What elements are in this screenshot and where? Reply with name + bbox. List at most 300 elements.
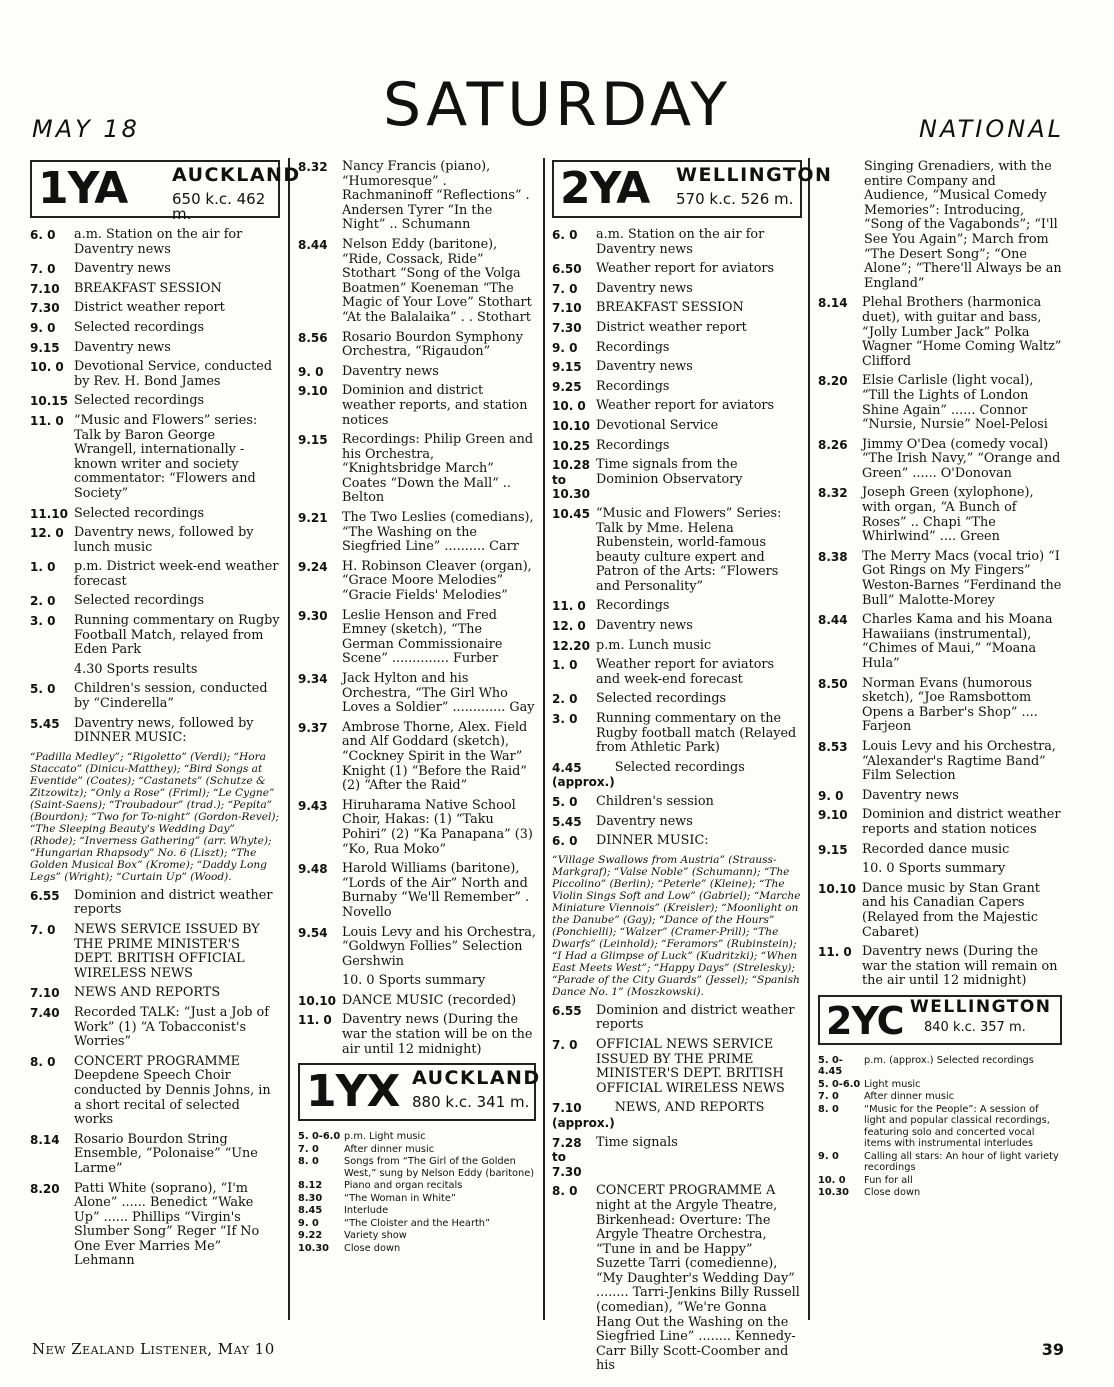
entry-text: Dance music by Stan Grant and his Canadian Capers (Relayed from the Majestic Cabaret) bbox=[862, 880, 1040, 940]
entry-text: Daventry news bbox=[342, 363, 439, 379]
schedule-entry bbox=[30, 717, 280, 746]
schedule-entry bbox=[30, 321, 280, 336]
entry-time: 8. 0 bbox=[30, 1054, 56, 1069]
schedule-entry bbox=[298, 1205, 536, 1217]
entry-text: NEWS SERVICE ISSUED BY THE PRIME MINISTER'S DEPT. BRITISH OFFICIAL WIRELESS NEWS bbox=[74, 922, 260, 981]
entry-text: Charles Kama and his Moana Hawaiians (instrumental), “Chimes of Maui,” “Moana Hula” bbox=[862, 612, 1053, 671]
entry-text: Fun for all bbox=[864, 1174, 913, 1186]
footer-publication: New Zealand Listener, May 10 bbox=[32, 1340, 275, 1358]
entry-time: 9. 0 bbox=[818, 1150, 839, 1162]
schedule-entry bbox=[298, 1144, 536, 1156]
entry-time: 9. 0 bbox=[298, 364, 324, 379]
schedule-entry bbox=[552, 399, 802, 414]
entry-text: Running commentary on the Rugby football match (Relayed from Athletic Park) bbox=[596, 711, 797, 756]
entry-time: 10. 0 bbox=[552, 399, 586, 414]
schedule-entry bbox=[818, 438, 1062, 482]
schedule-entry bbox=[552, 1101, 802, 1130]
header-date: MAY 18 bbox=[32, 115, 140, 143]
entry-time: 7.10 bbox=[30, 986, 60, 1001]
entry-text: Selected recordings bbox=[74, 319, 205, 335]
entry-text: p.m. District week-end weather forecast bbox=[74, 559, 279, 589]
schedule-entry bbox=[30, 663, 280, 678]
entry-time: 8.38 bbox=[818, 549, 848, 564]
schedule-entry bbox=[298, 721, 536, 794]
entry-text: District weather report bbox=[596, 319, 747, 335]
schedule-entry bbox=[552, 692, 802, 707]
entry-text: 10. 0 Sports summary bbox=[342, 973, 486, 989]
entry-text: After dinner music bbox=[864, 1091, 955, 1103]
entry-text: p.m. (approx.) Selected recordings bbox=[864, 1054, 1034, 1066]
entry-text: Selected recordings bbox=[614, 759, 745, 775]
entry-text: Time signals bbox=[596, 1134, 678, 1150]
entry-time: 9.21 bbox=[298, 511, 328, 526]
page-number: 39 bbox=[1041, 1340, 1064, 1359]
entry-time: 6. 0 bbox=[552, 228, 578, 242]
entry-time: 8.12 bbox=[298, 1180, 323, 1192]
entry-text: Recorded TALK: “Just a Job of Work” (1) “A Tobacconist's Worries” bbox=[74, 1004, 269, 1050]
schedule-entry bbox=[552, 507, 802, 595]
entry-time: 9.22 bbox=[298, 1230, 323, 1242]
entry-text: Norman Evans (humorous sketch), “Joe Ramsbottom Opens a Barber's Shop” .... Farjeon bbox=[862, 675, 1038, 735]
schedule-entry bbox=[298, 1218, 536, 1230]
entry-time: 10.10 bbox=[818, 881, 856, 896]
entry-time: 7.10 bbox=[552, 301, 582, 316]
entry-text: Daventry news bbox=[596, 813, 693, 829]
column-divider bbox=[808, 158, 810, 1320]
entry-time: 9. 0 bbox=[298, 1217, 319, 1229]
schedule-entry bbox=[30, 394, 280, 409]
entry-text: H. Robinson Cleaver (organ), “Grace Moore Melodies” “Gracie Fields' Melodies” bbox=[342, 558, 532, 604]
entry-text: Daventry news (During the war the station will remain on the air until 12 midnight) bbox=[862, 944, 1058, 989]
entry-text: CONCERT PROGRAMME Deepdene Speech Choir conducted by Dennis Johns, in a short recital of selected works bbox=[74, 1053, 271, 1128]
entry-text: Recordings: Philip Green and his Orchestra, “Knightsbridge March” Coates “Down the Mall” .. Belton bbox=[342, 432, 534, 506]
entry-time: 9.25 bbox=[552, 379, 582, 394]
entry-text: Recordings bbox=[596, 437, 670, 453]
station-letters: 2YC bbox=[826, 998, 904, 1043]
schedule-entry bbox=[298, 926, 536, 970]
entry-time: 9.48 bbox=[298, 862, 328, 877]
entry-time: 10.28 to 10.30 bbox=[552, 458, 590, 502]
entry-text: Louis Levy and his Orchestra, “Alexander's Ragtime Band” Film Selection bbox=[862, 738, 1056, 784]
entry-time: 10. 0 bbox=[818, 1174, 846, 1186]
station-frequency: 840 k.c. 357 m. bbox=[924, 1019, 1026, 1035]
entry-text: After dinner music bbox=[344, 1143, 435, 1155]
schedule-entry bbox=[818, 1175, 1062, 1187]
entry-time: 9.15 bbox=[30, 340, 60, 355]
entry-text: OFFICIAL NEWS SERVICE ISSUED BY THE PRIME MINISTER'S DEPT. BRITISH OFFICIAL WIRELESS NEWS bbox=[596, 1036, 785, 1096]
entry-text: Dominion and district weather reports and station notices bbox=[862, 807, 1061, 837]
schedule-entry bbox=[30, 228, 280, 257]
entry-text: Daventry news bbox=[74, 261, 171, 277]
page-title: SATURDAY bbox=[382, 70, 732, 140]
entry-time: 8.56 bbox=[298, 330, 328, 345]
schedule-entry bbox=[818, 486, 1062, 544]
schedule-entry bbox=[818, 1079, 1062, 1091]
entry-time: 5. 0-6.0 bbox=[298, 1131, 341, 1143]
entry-text: a.m. Station on the air for Daventry news bbox=[74, 227, 243, 257]
entry-time: 12.20 bbox=[552, 638, 590, 653]
entry-time: 9. 0 bbox=[552, 340, 578, 355]
entry-text: Nelson Eddy (baritone), “Ride, Cossack, Ride” Stothart “Song of the Volga Boatmen” Koeneman “The Magic of Your Love” Stothart “At the Balalaika” . . Stothart bbox=[342, 236, 532, 325]
entry-time: 7.28 to 7.30 bbox=[552, 1135, 582, 1179]
entry-text: Weather report for aviators bbox=[596, 261, 775, 277]
schedule-entry bbox=[30, 414, 280, 502]
entry-text: Plehal Brothers (harmonica duet), with guitar and bass, “Jolly Lumber Jack” Polka Wagner “Home Coming Waltz” Clifford bbox=[862, 295, 1062, 369]
entry-time: 6.55 bbox=[30, 888, 60, 903]
entry-time: 7. 0 bbox=[30, 923, 56, 937]
schedule-entry bbox=[298, 331, 536, 360]
schedule-entry bbox=[30, 1133, 280, 1177]
schedule-entry bbox=[552, 228, 802, 257]
entry-time: 9.43 bbox=[298, 798, 328, 813]
entry-time: 6.55 bbox=[552, 1003, 582, 1018]
schedule-entry bbox=[818, 1187, 1062, 1199]
dinner-music-list: “Padilla Medley”; “Rigoletto” (Verdi); “Hora Staccato” (Dinicu-Matthey); “Bird Songs at Eventide” (Coates); “Castanets” (Schutze & Zitzowitz); “Only a Rose” (Friml); “Le Cygne” (Saint-Saens); “Troubadour” (trad.); “Pepita” (Bourdon); “Two for To-night” (Gordon-Revel); “The Sleeping Beauty's Wedding Day” (Rhode); “Inverness Gathering” (arr. Whyte); “Hungarian Rhapsody” No. 6 (Liszt); “The Golden Musical Box” (Krome); “Daddy Long Legs” (Wright); “Curtain Up” (Wood). bbox=[30, 750, 280, 883]
station-logo-1yx bbox=[298, 1063, 541, 1121]
entry-text: Time signals from the Dominion Observatory bbox=[596, 457, 743, 487]
schedule-entry bbox=[298, 511, 536, 555]
entry-text: Leslie Henson and Fred Emney (sketch), “The German Commissionaire Scene” .............. Furber bbox=[342, 607, 503, 667]
entry-text: Variety show bbox=[344, 1230, 407, 1242]
station-frequency: 570 k.c. 526 m. bbox=[676, 190, 794, 208]
schedule-entry bbox=[298, 160, 536, 233]
schedule-entry bbox=[818, 374, 1062, 432]
schedule-entry bbox=[298, 1243, 536, 1255]
entry-time: 7.30 bbox=[30, 301, 60, 316]
entry-text: Selected recordings bbox=[74, 505, 205, 521]
station-logo-2yc bbox=[818, 995, 1062, 1045]
entry-time: 7. 0 bbox=[818, 1091, 839, 1103]
entry-time: 8.20 bbox=[818, 374, 848, 389]
column-1yx-auckland bbox=[30, 160, 301, 1274]
entry-time: 9. 0 bbox=[30, 320, 56, 335]
entry-time bbox=[818, 862, 862, 877]
entry-text: BREAKFAST SESSION bbox=[74, 280, 222, 296]
entry-text: Light music bbox=[864, 1078, 921, 1090]
entry-time: 11. 0 bbox=[298, 1013, 332, 1028]
station-frequency: 880 k.c. 341 m. bbox=[412, 1093, 530, 1112]
column-divider bbox=[288, 158, 290, 1320]
header-network: NATIONAL bbox=[919, 115, 1064, 143]
schedule-entry bbox=[298, 1230, 536, 1242]
entry-text: 4.30 Sports results bbox=[74, 661, 198, 677]
entry-time: 8.14 bbox=[30, 1132, 60, 1147]
schedule-entry bbox=[552, 282, 802, 297]
entry-time: 9.37 bbox=[298, 720, 328, 735]
entry-time: 6. 0 bbox=[552, 834, 578, 849]
schedule-entry bbox=[818, 550, 1062, 608]
schedule-entry bbox=[818, 1151, 1062, 1174]
entry-time: 11. 0 bbox=[552, 599, 586, 614]
schedule-entry bbox=[298, 1013, 536, 1057]
entry-text: Daventry news bbox=[596, 359, 693, 375]
schedule-entry bbox=[30, 301, 280, 316]
entry-time: 9.30 bbox=[298, 608, 328, 623]
schedule-list bbox=[298, 1131, 536, 1254]
schedule-entry bbox=[818, 862, 1062, 877]
entry-time: 10.45 bbox=[552, 506, 590, 521]
schedule-entry bbox=[298, 433, 536, 506]
entry-time: 5. 0 bbox=[30, 682, 56, 697]
schedule-entry bbox=[552, 360, 802, 375]
entry-text: Daventry news, followed by lunch music bbox=[74, 525, 254, 555]
schedule-entry bbox=[818, 945, 1062, 989]
entry-time: 10.25 bbox=[552, 438, 590, 453]
schedule-entry bbox=[552, 439, 802, 454]
entry-time: 11. 0 bbox=[30, 413, 64, 428]
entry-time: 10.15 bbox=[30, 394, 68, 409]
entry-time: 12. 0 bbox=[552, 619, 586, 634]
entry-time: 7. 0 bbox=[30, 262, 56, 277]
entry-time: 2. 0 bbox=[30, 594, 56, 609]
station-city: WELLINGTON bbox=[910, 996, 1052, 1017]
entry-time: 7. 0 bbox=[298, 1143, 319, 1155]
schedule-entry bbox=[30, 594, 280, 609]
schedule-entry bbox=[552, 1004, 802, 1033]
entry-text: CONCERT PROGRAMME A night at the Argyle Theatre, Birkenhead: Overture: The Argyle Theatre Orchestra, “Tune in and be Happy” Suzette Tarri (comedienne), “My Daughter's Wedding Day” ........ Tarri-Jenkins Billy Russell (comedian), “We're Gonna Hang Out the Washing on the Siegfried Line” ........ Kennedy-Carr Billy Scott-Coomber and his bbox=[596, 1183, 800, 1374]
schedule-entry bbox=[298, 1180, 536, 1192]
station-logo-2ya bbox=[552, 160, 833, 218]
schedule-entry bbox=[818, 677, 1062, 735]
entry-time: 1. 0 bbox=[30, 560, 56, 575]
entry-time: 9.10 bbox=[818, 808, 848, 823]
schedule-entry bbox=[298, 560, 536, 604]
schedule-entry bbox=[818, 296, 1062, 369]
schedule-entry bbox=[818, 613, 1062, 671]
schedule-entry bbox=[818, 1055, 1062, 1078]
schedule-list bbox=[552, 228, 802, 849]
schedule-list bbox=[30, 228, 280, 746]
schedule-entry bbox=[552, 815, 802, 830]
entry-text: Recorded dance music bbox=[862, 841, 1010, 857]
entry-text: Joseph Green (xylophone), with organ, “A Bunch of Roses” .. Chapi “The Whirlwind” .... Green bbox=[862, 485, 1034, 545]
entry-time: 9.15 bbox=[298, 433, 328, 448]
entry-time: 9.10 bbox=[298, 384, 328, 399]
schedule-list bbox=[552, 1004, 802, 1374]
entry-text: DINNER MUSIC: bbox=[596, 833, 709, 849]
schedule-entry bbox=[30, 360, 280, 389]
entry-text: Children's session, conducted by “Cinderella” bbox=[74, 681, 268, 712]
entry-time: 10.10 bbox=[552, 418, 590, 433]
schedule-list bbox=[298, 160, 536, 1057]
entry-time: 10.10 bbox=[298, 993, 336, 1008]
entry-time: 8.14 bbox=[818, 296, 848, 311]
entry-time: 5. 0-6.0 bbox=[818, 1078, 861, 1090]
entry-text: Jimmy O'Dea (comedy vocal) “The Irish Navy,” “Orange and Green” ...... O'Donovan bbox=[862, 436, 1061, 481]
entry-text: Close down bbox=[864, 1187, 921, 1199]
entry-time: 10.30 bbox=[818, 1187, 849, 1199]
entry-text: Devotional Service bbox=[596, 417, 719, 433]
entry-time: 8. 0 bbox=[298, 1156, 319, 1168]
schedule-entry bbox=[552, 639, 802, 654]
station-letters: 1YX bbox=[306, 1066, 400, 1118]
schedule-entry bbox=[552, 599, 802, 614]
entry-time: 8.32 bbox=[298, 160, 328, 174]
station-logo-1ya bbox=[30, 160, 301, 223]
entry-time: 7. 0 bbox=[552, 1037, 578, 1052]
schedule-entry bbox=[552, 1038, 802, 1096]
station-city: AUCKLAND bbox=[172, 164, 301, 186]
schedule-entry bbox=[552, 1136, 802, 1180]
entry-text: p.m. Light music bbox=[344, 1131, 426, 1143]
entry-time: 4.45 (approx.) bbox=[552, 760, 615, 790]
entry-time: 5. 0-4.45 bbox=[818, 1054, 843, 1078]
column-2ya-continued bbox=[818, 160, 1062, 1200]
entry-text: Selected recordings bbox=[74, 593, 205, 609]
entry-time: 9.34 bbox=[298, 672, 328, 686]
entry-text: Dominion and district weather reports, and station notices bbox=[342, 383, 528, 428]
schedule-entry bbox=[298, 974, 536, 989]
schedule-entry bbox=[30, 682, 280, 711]
station-letters: 1YA bbox=[38, 163, 128, 214]
schedule-entry bbox=[552, 301, 802, 316]
schedule-entry bbox=[298, 862, 536, 920]
entry-time: 8.30 bbox=[298, 1192, 323, 1204]
entry-text: Songs from “The Girl of the Golden West,” sung by Nelson Eddy (baritone) bbox=[344, 1156, 535, 1179]
schedule-entry bbox=[552, 341, 802, 356]
entry-text: Recordings bbox=[596, 378, 670, 394]
entry-text: Hiruharama Native School Choir, Hakas: (1) “Taku Pohiri” (2) “Ka Panapana” (3) “Ko, Rua Moko” bbox=[342, 797, 533, 857]
entry-text: Elsie Carlisle (light vocal), “Till the Lights of London Shine Again” ...... Connor “Nursie, Nursie” Noel-Pelosi bbox=[862, 373, 1048, 433]
schedule-entry bbox=[30, 507, 280, 522]
schedule-entry bbox=[818, 1091, 1062, 1103]
entry-text: Recordings bbox=[596, 598, 670, 614]
schedule-entry bbox=[552, 1184, 802, 1374]
schedule-entry bbox=[30, 1006, 280, 1050]
entry-time bbox=[298, 974, 342, 989]
entry-time: 3. 0 bbox=[30, 614, 56, 629]
schedule-entry bbox=[30, 923, 280, 981]
schedule-entry bbox=[552, 658, 802, 687]
entry-text: Running commentary on Rugby Football Match, relayed from Eden Park bbox=[74, 613, 280, 658]
entry-time: 12. 0 bbox=[30, 526, 64, 541]
entry-text: Ambrose Thorne, Alex. Field and Alf Goddard (sketch), “Cockney Spirit in the War” Knight (1) “Before the Raid” (2) “After the Raid” bbox=[342, 719, 528, 794]
entry-text: Daventry news bbox=[596, 618, 693, 634]
station-frequency: 650 k.c. 462 m. bbox=[172, 190, 266, 223]
entry-time: 10. 0 bbox=[30, 360, 64, 375]
entry-text: “The Woman in White” bbox=[344, 1192, 456, 1204]
entry-text: Dominion and district weather reports bbox=[74, 887, 273, 918]
entry-time: 8.53 bbox=[818, 739, 848, 754]
entry-text: Daventry news bbox=[596, 280, 693, 296]
entry-text: Rosario Bourdon Symphony Orchestra, “Rigaudon” bbox=[342, 329, 523, 360]
entry-text: NEWS, AND REPORTS bbox=[614, 1100, 765, 1116]
entry-time: 9.15 bbox=[552, 360, 582, 375]
schedule-entry bbox=[298, 672, 536, 716]
schedule-entry bbox=[30, 526, 280, 555]
entry-time: 5. 0 bbox=[552, 795, 578, 809]
entry-time: 9. 0 bbox=[818, 788, 844, 803]
schedule-entry bbox=[552, 262, 802, 277]
schedule-entry bbox=[298, 1156, 536, 1179]
schedule-entry bbox=[818, 882, 1062, 940]
column-divider bbox=[543, 158, 545, 1320]
entry-text: Children's session bbox=[596, 794, 714, 809]
schedule-entry bbox=[552, 458, 802, 502]
schedule-entry bbox=[298, 238, 536, 326]
entry-text: Piano and organ recitals bbox=[344, 1180, 463, 1192]
schedule-entry bbox=[818, 843, 1062, 858]
column-1ya-continued bbox=[298, 159, 541, 1255]
entry-time: 8.45 bbox=[298, 1205, 323, 1217]
entry-time: 9.15 bbox=[818, 842, 848, 857]
schedule-entry bbox=[30, 560, 280, 589]
entry-time: 7. 0 bbox=[552, 281, 578, 296]
entry-text: Calling all stars: An hour of light variety recordings bbox=[864, 1150, 1059, 1174]
entry-time: 9.24 bbox=[298, 559, 328, 574]
entry-time: 11.10 bbox=[30, 506, 68, 521]
entry-text: Selected recordings bbox=[596, 691, 727, 707]
entry-text: a.m. Station on the air for Daventry news bbox=[596, 227, 765, 257]
entry-text: Weather report for aviators bbox=[596, 398, 775, 414]
entry-text: “Music and Flowers” series: Talk by Baron George Wrangell, internationally - known writer and society commentator: “Flowers and Society” bbox=[74, 412, 258, 501]
entry-time: 8.20 bbox=[30, 1181, 60, 1196]
entry-text: Devotional Service, conducted by Rev. H. Bond James bbox=[74, 359, 273, 389]
schedule-entry bbox=[30, 1055, 280, 1128]
entry-time: 10.30 bbox=[298, 1242, 329, 1254]
entry-time: 5.45 bbox=[552, 814, 582, 829]
entry-text: 10. 0 Sports summary bbox=[862, 861, 1006, 877]
entry-time: 2. 0 bbox=[552, 692, 578, 707]
station-letters: 2YA bbox=[560, 163, 650, 214]
entry-text: Weather report for aviators and week-end forecast bbox=[596, 657, 775, 687]
entry-time: 8.50 bbox=[818, 676, 848, 691]
schedule-entry bbox=[818, 808, 1062, 837]
entry-time: 3. 0 bbox=[552, 712, 578, 727]
entry-text: NEWS AND REPORTS bbox=[74, 985, 221, 1001]
schedule-list bbox=[30, 889, 280, 1269]
schedule-entry bbox=[30, 986, 280, 1001]
entry-text: Daventry news bbox=[74, 339, 171, 355]
schedule-entry bbox=[552, 419, 802, 434]
entry-text: Selected recordings bbox=[74, 393, 205, 409]
entry-text: Dominion and district weather reports bbox=[596, 1002, 795, 1033]
entry-text: Harold Williams (baritone), “Lords of the Air” North and Burnaby “We'll Remember” . Novello bbox=[342, 861, 530, 920]
entry-time: 7.30 bbox=[552, 320, 582, 335]
entry-text: “The Cloister and the Hearth” bbox=[344, 1217, 491, 1229]
schedule-entry bbox=[30, 282, 280, 297]
lead-text: Singing Grenadiers, with the entire Company and Audience, “Musical Comedy Memories”: Introducing, “Song of the Vagabonds”; “I'll See You Again”; March from “The Desert Song”; “One Alone”; “There'll Always be an England” bbox=[864, 159, 1062, 291]
entry-text: Close down bbox=[344, 1242, 401, 1254]
entry-time: 5.45 bbox=[30, 716, 60, 731]
entry-text: “Music for the People”: A session of light and popular classical recordings, featuring solo and concerted vocal items with instrumental interludes bbox=[864, 1103, 1050, 1150]
schedule-entry bbox=[552, 380, 802, 395]
entry-text: Daventry news, followed by DINNER MUSIC: bbox=[74, 715, 254, 746]
schedule-entry bbox=[552, 834, 802, 849]
schedule-entry bbox=[552, 712, 802, 756]
entry-time: 7.10 (approx.) bbox=[552, 1101, 615, 1130]
entry-time: 8.44 bbox=[298, 237, 328, 252]
schedule-entry bbox=[552, 761, 802, 790]
entry-text: Patti White (soprano), “I'm Alone” ...... Benedict “Wake Up” ...... Phillips “Virgin's Slumber Song” Reger “If No One Ever Marries Me” Lehmann bbox=[74, 1180, 260, 1269]
entry-text: The Merry Macs (vocal trio) “I Got Rings on My Fingers” Weston-Barnes “Ferdinand the Bull” Malotte-Morey bbox=[862, 548, 1062, 608]
station-city: AUCKLAND bbox=[412, 1067, 541, 1090]
schedule-entry bbox=[552, 321, 802, 336]
schedule-list bbox=[818, 1055, 1062, 1199]
schedule-entry bbox=[30, 889, 280, 918]
entry-text: Daventry news bbox=[862, 787, 959, 803]
entry-time: 9.54 bbox=[298, 925, 328, 940]
entry-time: 6. 0 bbox=[30, 228, 56, 242]
schedule-entry bbox=[298, 384, 536, 428]
schedule-entry bbox=[30, 614, 280, 658]
schedule-entry bbox=[552, 795, 802, 810]
schedule-entry bbox=[298, 365, 536, 380]
schedule-entry bbox=[818, 740, 1062, 784]
entry-text: “Music and Flowers” Series: Talk by Mme. Helena Rubenstein, world-famous beauty culture expert and Patron of the Arts: “Flowers and Personality” bbox=[596, 505, 782, 594]
entry-time: 8.44 bbox=[818, 613, 848, 628]
entry-text: Jack Hylton and his Orchestra, “The Girl Who Loves a Soldier” ............. Gay bbox=[342, 671, 535, 716]
